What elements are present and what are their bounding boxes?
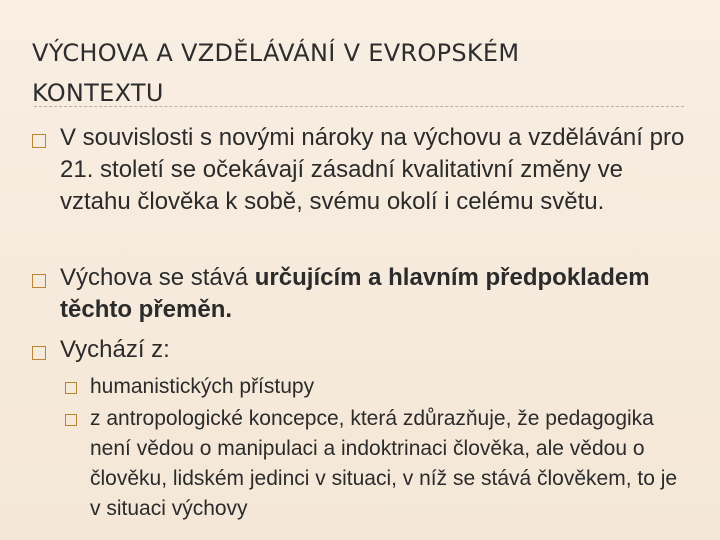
bullet-text-3: Vychází z: xyxy=(60,336,170,363)
slide-title xyxy=(32,33,672,113)
square-bullet-icon xyxy=(65,414,77,426)
subbullet-text-2: z antropologické koncepce, která zdůrazňuje, že pedagogika není vědou o manipulaci a indoktrinaci člověka, ale vědou o člověku, lidském jedinci v situaci, v níž se stává člověkem, to je v situaci výchovy xyxy=(90,407,678,520)
square-bullet-icon xyxy=(32,134,46,148)
bullet-text-2-bold: určujícím a hlavním předpokladem těchto přeměn. xyxy=(60,264,650,323)
square-bullet-icon xyxy=(32,274,46,288)
bullet-text-2 xyxy=(60,262,700,326)
title-divider xyxy=(34,106,684,107)
bullet-text-1: V souvislosti s novými nároky na výchovu a vzdělávání pro 21. století se očekávají zásadní kvalitativní změny ve vztahu člověka k sobě, svému okolí i celému světu. xyxy=(60,124,685,215)
slide-title-line-2: KONTEXTU xyxy=(32,79,164,107)
square-bullet-icon xyxy=(65,382,77,394)
square-bullet-icon xyxy=(32,346,46,360)
bullet-text-2-prefix: Výchova se stává xyxy=(60,264,255,291)
subbullet-text-1: humanistických přístupy xyxy=(90,375,315,398)
slide-title-line-1: VÝCHOVA A VZDĚLÁVÁNÍ V EVROPSKÉM xyxy=(32,39,520,67)
